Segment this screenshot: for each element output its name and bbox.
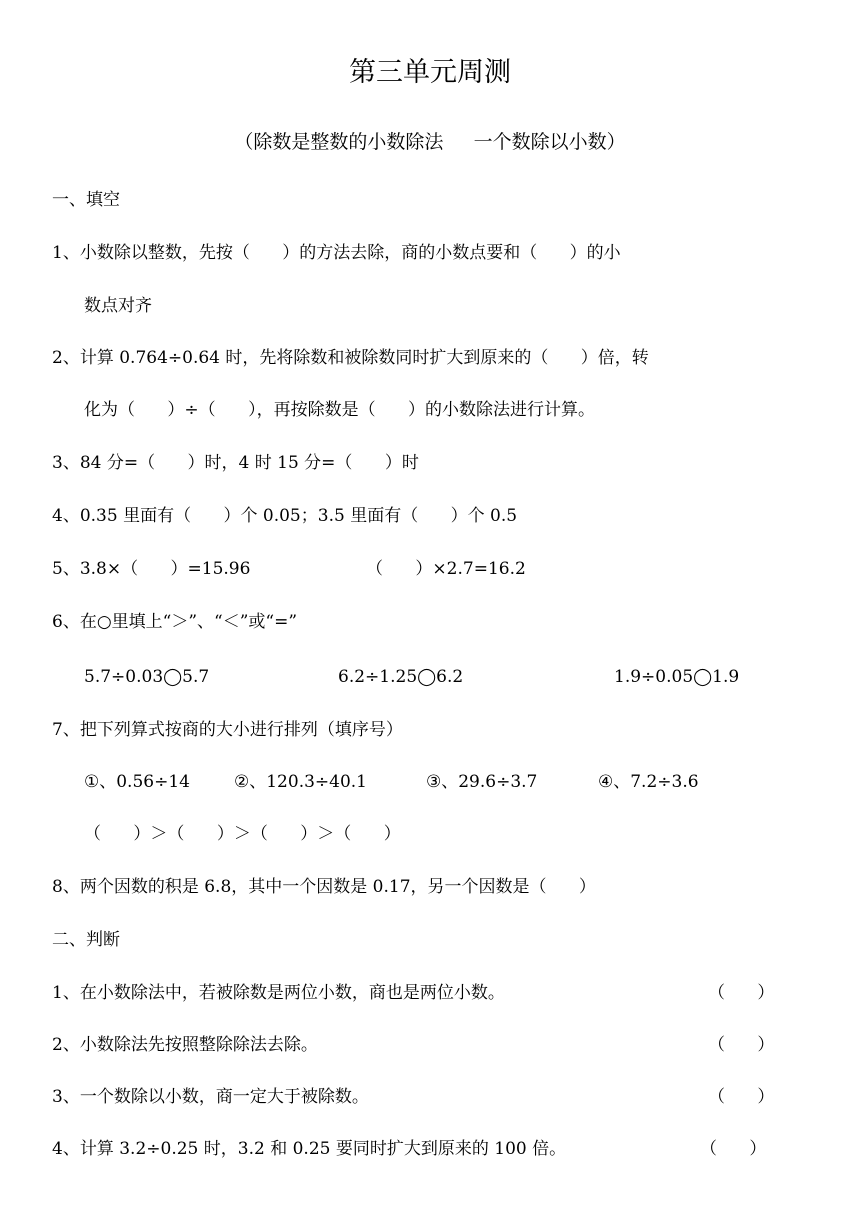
q7-item: ②、120.3÷40.1 [234, 772, 368, 792]
judge-item-bracket: （ ） [708, 1035, 775, 1055]
q7-item: ④、7.2÷3.6 [598, 772, 699, 792]
page-title: 第三单元周测 [349, 57, 511, 88]
q6-stem: 6、在○里填上“＞”、“＜”或“=” [52, 612, 298, 632]
judge-item-text: 4、计算 3.2÷0.25 时，3.2 和 0.25 要同时扩大到原来的 100 倍。 [52, 1139, 567, 1159]
q6-b: 6.2÷1.25◯6.2 [338, 667, 464, 687]
q1-line2: 数点对齐 [84, 296, 152, 316]
q7-stem: 7、把下列算式按商的大小进行排列（填序号） [52, 720, 403, 740]
judge-item-bracket: （ ） [708, 1087, 775, 1107]
q8: 8、两个因数的积是 6.8，其中一个因数是 0.17，另一个因数是（ ） [52, 877, 596, 897]
judge-item-text: 1、在小数除法中，若被除数是两位小数，商也是两位小数。 [52, 983, 505, 1003]
q7-item: ①、0.56÷14 [84, 772, 190, 792]
q7-item: ③、29.6÷3.7 [426, 772, 538, 792]
q6-a: 5.7÷0.03◯5.7 [84, 667, 210, 687]
q3: 3、84 分=（ ）时，4 时 15 分=（ ）时 [52, 453, 419, 473]
q7-order: （ ）＞（ ）＞（ ）＞（ ） [84, 824, 401, 844]
q4: 4、0.35 里面有（ ）个 0.05；3.5 里面有（ ）个 0.5 [52, 506, 518, 526]
q1-line1: 1、小数除以整数，先按（ ）的方法去除，商的小数点要和（ ）的小 [52, 243, 621, 263]
judge-item-bracket: （ ） [700, 1139, 767, 1159]
judge-item-text: 2、小数除法先按照整除除法去除。 [52, 1035, 318, 1055]
q2-line2: 化为（ ）÷（ ），再按除数是（ ）的小数除法进行计算。 [84, 400, 596, 420]
section1-heading: 一、填空 [52, 190, 120, 210]
judge-item-text: 3、一个数除以小数，商一定大于被除数。 [52, 1087, 369, 1107]
section2-heading: 二、判断 [52, 930, 120, 950]
q5-b: （ ）×2.7=16.2 [366, 559, 526, 579]
q6-c: 1.9÷0.05◯1.9 [614, 667, 740, 687]
page-subtitle: （除数是整数的小数除法 一个数除以小数） [234, 131, 626, 153]
judge-item-bracket: （ ） [708, 983, 775, 1003]
q2-line1: 2、计算 0.764÷0.64 时，先将除数和被除数同时扩大到原来的（ ）倍，转 [52, 348, 649, 368]
q5-a: 5、3.8×（ ）=15.96 [52, 559, 251, 579]
